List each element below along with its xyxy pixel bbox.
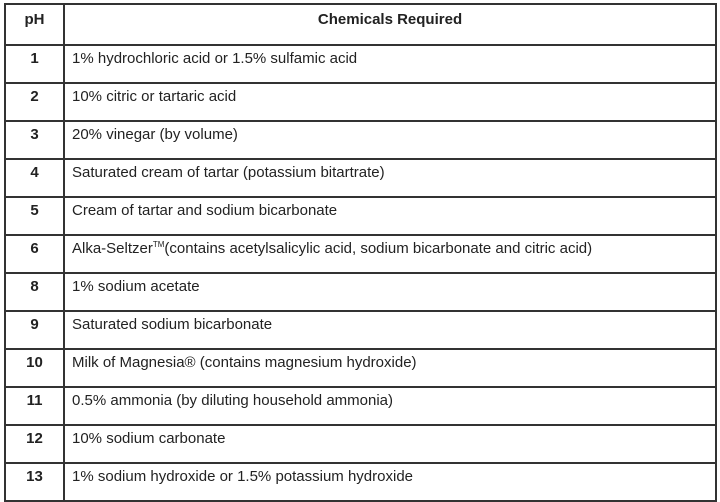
chemicals-cell — [64, 83, 716, 121]
table-row — [5, 83, 716, 121]
ph-value: 4 — [5, 159, 64, 197]
ph-value: 13 — [5, 463, 64, 501]
table-row — [5, 349, 716, 387]
table-row — [5, 425, 716, 463]
table-row — [5, 463, 716, 501]
ph-value: 5 — [5, 197, 64, 235]
chemicals-text: 1% sodium hydroxide or 1.5% potassium hydroxide — [72, 468, 414, 485]
table-row — [5, 235, 716, 273]
ph-chemicals-table — [4, 3, 717, 502]
table-row — [5, 45, 716, 83]
chemicals-text: Cream of tartar and sodium bicarbonate — [72, 202, 338, 219]
chemicals-cell — [64, 235, 716, 273]
chemicals-text: 20% vinegar (by volume) — [72, 126, 238, 143]
chemicals-text: Saturated sodium bicarbonate — [72, 316, 273, 333]
table-row — [5, 121, 716, 159]
chemicals-cell — [64, 159, 716, 197]
chemicals-text: 1% hydrochloric acid or 1.5% sulfamic acid — [72, 50, 358, 67]
ph-value: 11 — [5, 387, 64, 425]
ph-value: 6 — [5, 235, 64, 273]
chemicals-text: Milk of Magnesia® (contains magnesium hydroxide) — [72, 354, 417, 371]
chemicals-cell — [64, 311, 716, 349]
ph-value: 2 — [5, 83, 64, 121]
chemicals-cell — [64, 197, 716, 235]
chemicals-text: 10% citric or tartaric acid — [72, 88, 237, 105]
ph-value: 3 — [5, 121, 64, 159]
table-row — [5, 273, 716, 311]
header-chemicals: Chemicals Required — [64, 4, 716, 45]
chemicals-cell — [64, 463, 716, 501]
ph-value: 12 — [5, 425, 64, 463]
ph-value: 1 — [5, 45, 64, 83]
ph-value: 10 — [5, 349, 64, 387]
chemicals-cell — [64, 387, 716, 425]
chemicals-cell — [64, 349, 716, 387]
table-row — [5, 159, 716, 197]
chemicals-cell — [64, 45, 716, 83]
chemicals-text: Saturated cream of tartar (potassium bitartrate) — [72, 164, 385, 181]
table-row — [5, 197, 716, 235]
chemicals-text: Alka-Seltzer — [72, 240, 153, 257]
chemicals-text: 1% sodium acetate — [72, 278, 200, 295]
chemicals-text-rest: (contains acetylsalicylic acid, sodium bicarbonate and citric acid) — [164, 240, 593, 257]
chemicals-cell — [64, 425, 716, 463]
ph-value: 8 — [5, 273, 64, 311]
chemicals-text: 0.5% ammonia (by diluting household ammonia) — [72, 392, 394, 409]
ph-value: 9 — [5, 311, 64, 349]
chemicals-cell — [64, 121, 716, 159]
header-row — [5, 4, 716, 45]
chemicals-cell — [64, 273, 716, 311]
chemicals-text: 10% sodium carbonate — [72, 430, 226, 447]
header-ph: pH — [5, 4, 64, 45]
table-row — [5, 311, 716, 349]
table-row — [5, 387, 716, 425]
trademark-superscript: TM — [152, 240, 165, 249]
